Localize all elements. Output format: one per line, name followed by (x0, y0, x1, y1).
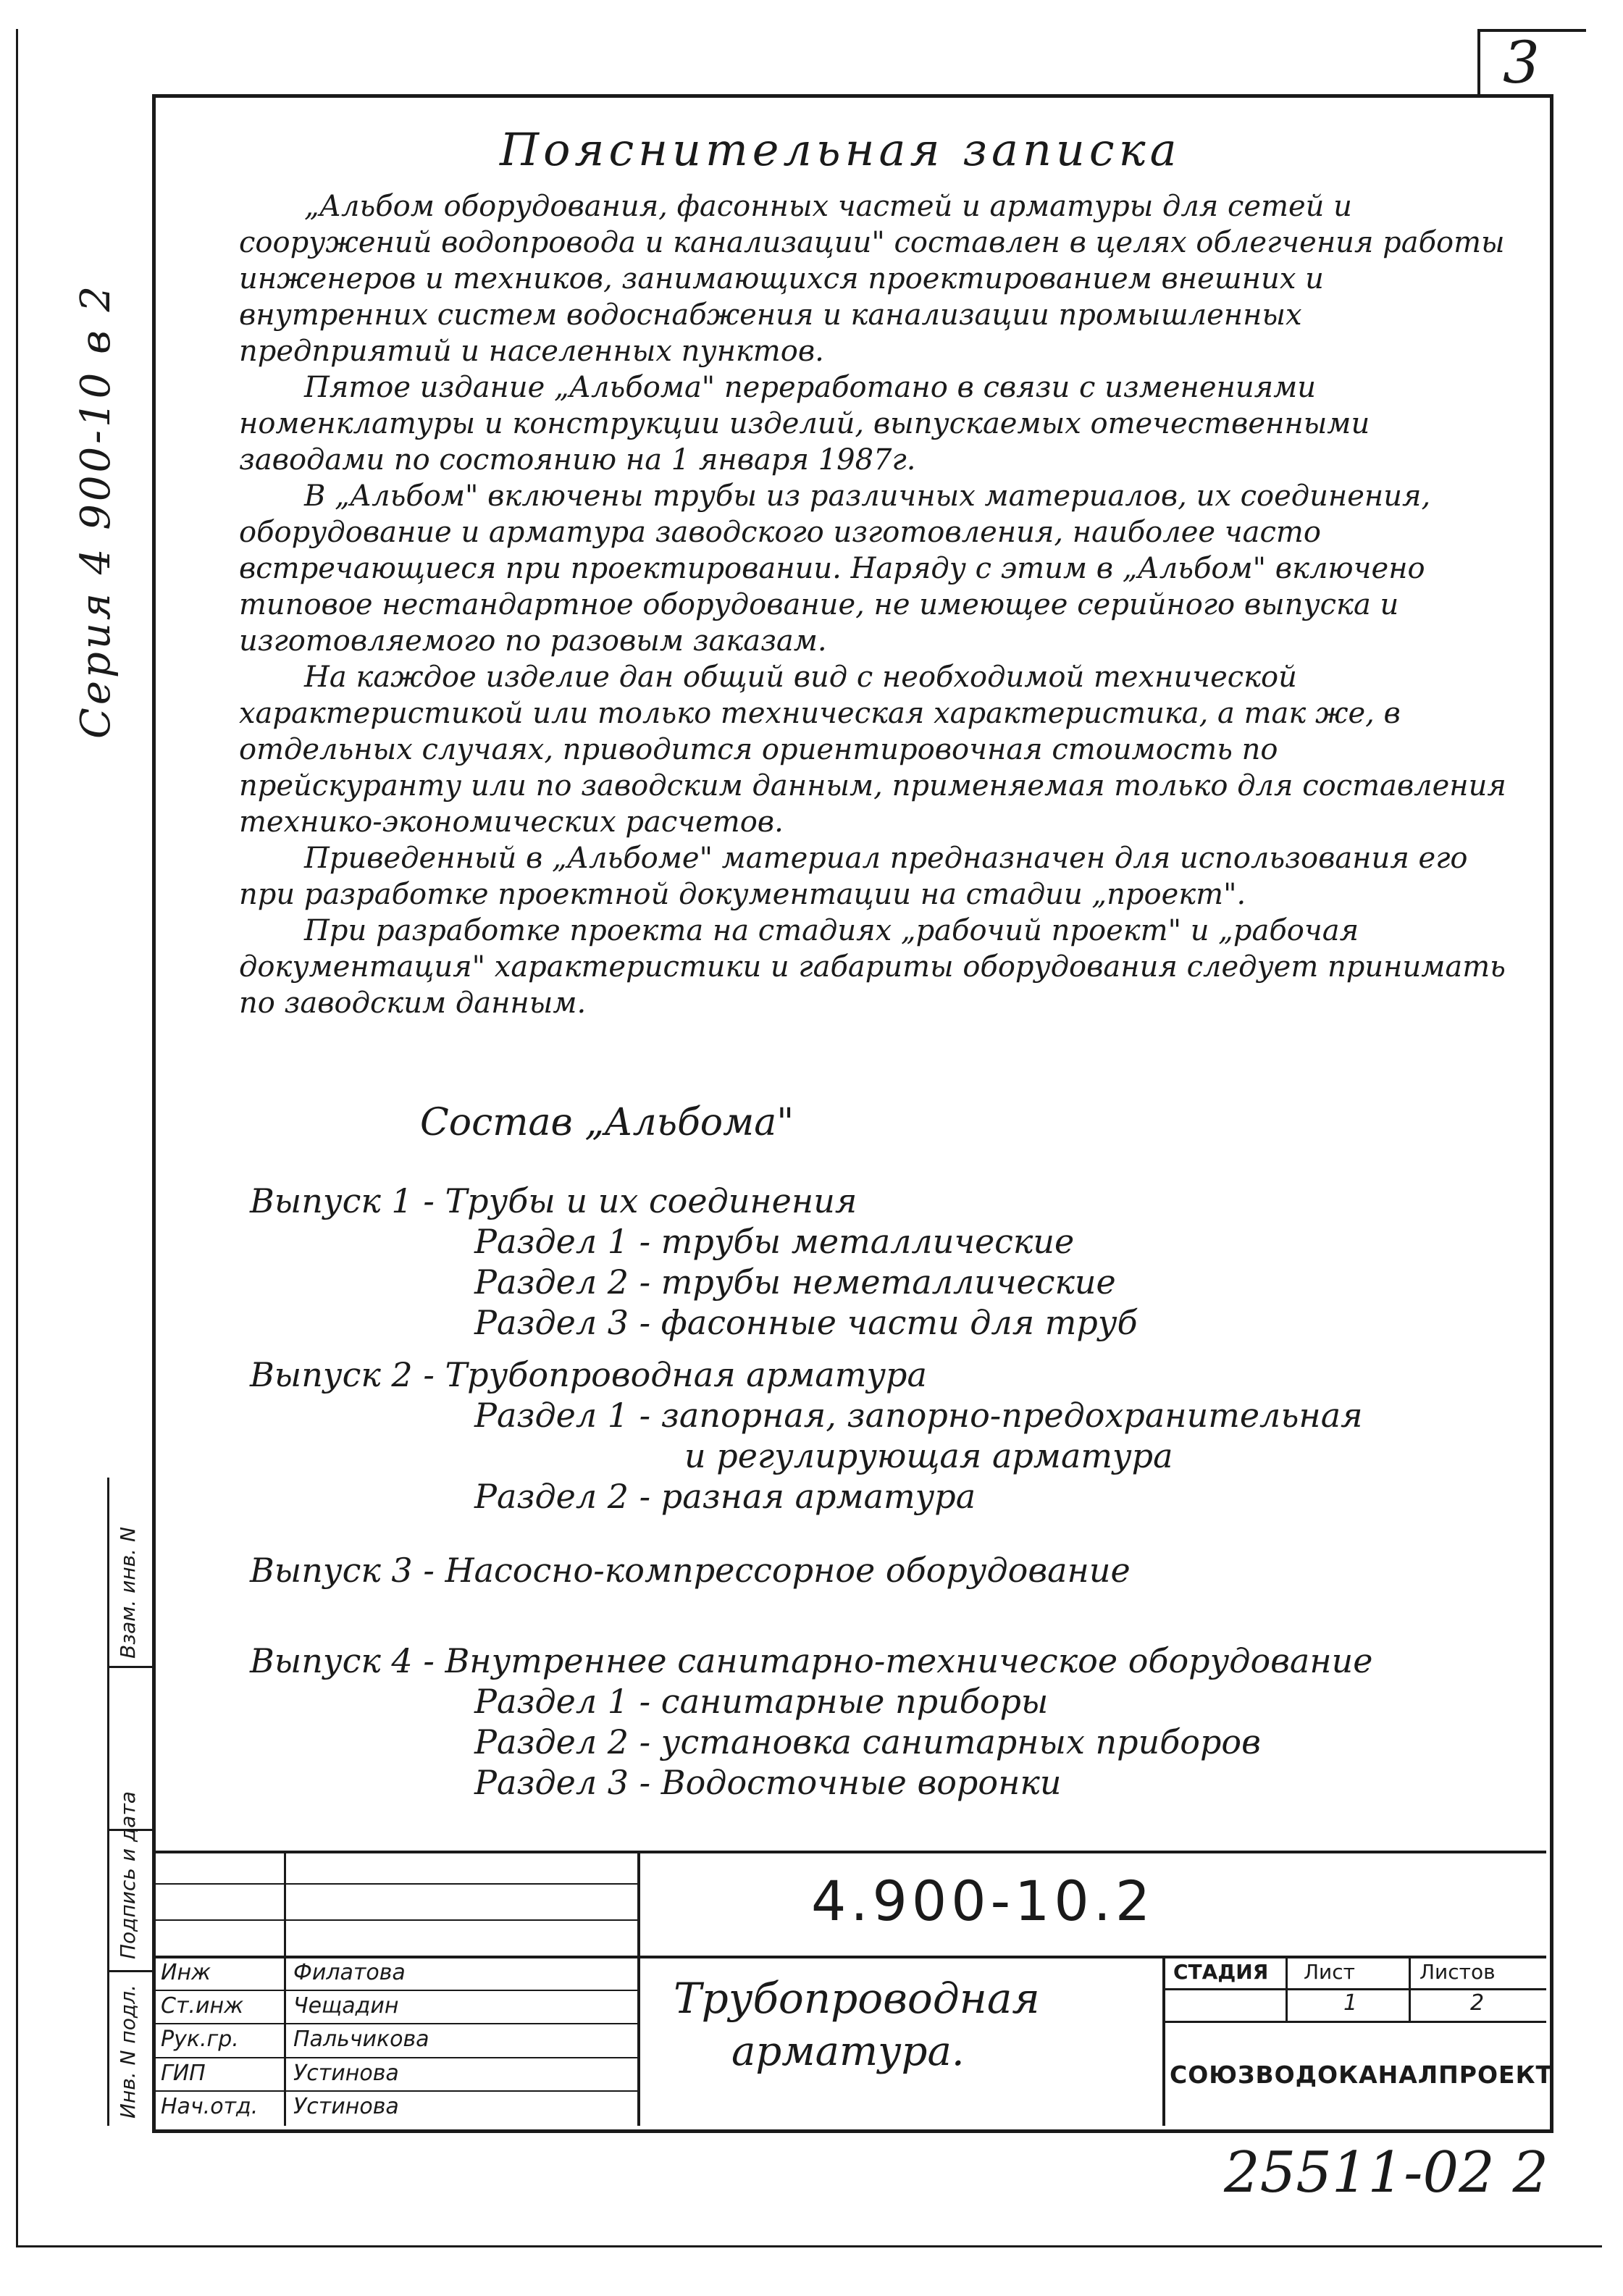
paragraph-5: Приведенный в „Альбоме" материал предназначен для использования его при разработке проектной документации на стадии „проект". (239, 842, 1468, 911)
signer-role-2: Ст.инж (161, 1993, 244, 2019)
contents-issue-4 (250, 1641, 1525, 1803)
sheet-value: 1 (1343, 1990, 1358, 2016)
issue-2-section-2: Раздел 2 - разная арматура (474, 1477, 976, 1516)
series-label: Серия 4 900-10 в 2 (72, 282, 119, 739)
bottom-number: 25511-02 2 (1224, 2140, 1549, 2205)
issue-3-label: Выпуск 3 - (250, 1551, 435, 1590)
sheet-header: Лист (1304, 1960, 1355, 1984)
stage-bottom-line (1162, 2021, 1546, 2023)
issue-2-section-1-cont: и регулирующая арматура (684, 1436, 1173, 1475)
signer-row-line-4 (152, 2023, 637, 2024)
signer-row-line-5 (152, 2057, 637, 2058)
paragraph-2: Пятое издание „Альбома" переработано в связи с изменениями номенклатуры и конструкции изделий, выпускаемых отечественными заводами по состоянию на 1 января 1987г. (239, 371, 1370, 477)
sheet-corner-number: 3 (1503, 29, 1540, 96)
signer-row-line-3 (152, 1990, 637, 1991)
issue-4-section-3: Раздел 3 - Водосточные воронки (474, 1763, 1062, 1802)
signer-name-3: Пальчикова (293, 2027, 429, 2052)
signer-row-line-2 (152, 1919, 637, 1921)
issue-1-section-2: Раздел 2 - трубы неметаллические (474, 1262, 1116, 1302)
issue-4-label: Выпуск 4 - (250, 1641, 435, 1680)
title-block-vline-names (284, 1851, 286, 2126)
corner-box-left (1477, 29, 1480, 98)
sheets-header: Листов (1419, 1960, 1496, 1984)
title-block-top (152, 1851, 1546, 1853)
signer-row-line-1 (152, 1883, 637, 1885)
stamp-sign-label: Подпись и дата (116, 1791, 140, 1959)
doc-title-line-2: арматура. (731, 2028, 965, 2075)
signer-role-5: Нач.отд. (161, 2094, 259, 2119)
issue-2-label: Выпуск 2 - (250, 1355, 435, 1394)
issue-4-section-2: Раздел 2 - установка санитарных приборов (474, 1722, 1261, 1761)
doc-code: 4.900-10.2 (811, 1869, 1155, 1933)
issue-3-title: Насосно-компрессорное оборудование (445, 1551, 1131, 1590)
issue-2-section-1: Раздел 1 - запорная, запорно-предохранительная (474, 1396, 1363, 1435)
contents-issue-1 (250, 1181, 1481, 1343)
bottom-outer-border (16, 2245, 1602, 2247)
stage-col-1 (1286, 1956, 1288, 2021)
issue-1-section-1: Раздел 1 - трубы металлические (474, 1222, 1075, 1261)
page-title: Пояснительная записка (500, 123, 1181, 176)
issue-2-title: Трубопроводная арматура (445, 1355, 927, 1394)
signer-role-3: Рук.гр. (161, 2027, 239, 2052)
explanatory-text (239, 188, 1506, 1021)
sheets-value: 2 (1470, 1990, 1485, 2016)
title-block-mid (152, 1956, 1546, 1958)
organization: СОЮЗВОДОКАНАЛПРОЕКТ (1170, 2061, 1553, 2089)
issue-4-section-1: Раздел 1 - санитарные приборы (474, 1682, 1049, 1721)
issue-1-section-3: Раздел 3 - фасонные части для труб (474, 1303, 1138, 1342)
paragraph-4: На каждое изделие дан общий вид с необходимой технической характеристикой или только техническая характеристика, а так же, в отдельных случаях, приводится ориентировочная стоимость по прейскуранту или по заводским данным, применяемая только для составления технико-экономических расчетов. (239, 661, 1506, 839)
signer-row-line-6 (152, 2090, 637, 2092)
contents-issue-3 (250, 1550, 1481, 1591)
signer-name-5: Устинова (293, 2094, 399, 2119)
paragraph-1: „Альбом оборудования, фасонных частей и арматуры для сетей и сооружений водопровода и канализации" составлен в целях облегчения работы инженеров и техников, занимающихся проектированием внешних и внутренних систем водоснабжения и канализации промышленных предприятий и населенных пунктов. (239, 190, 1505, 368)
doc-title-line-1: Трубопроводная (674, 1974, 1040, 2023)
paragraph-6: При разработке проекта на стадиях „рабочий проект" и „рабочая документация" характеристики и габариты оборудования следует принимать по заводским данным. (239, 914, 1506, 1020)
issue-1-label: Выпуск 1 - (250, 1181, 435, 1220)
signer-name-1: Филатова (293, 1960, 406, 1985)
title-block-vline-2 (1162, 1956, 1165, 2126)
stage-header: СТАДИЯ (1173, 1960, 1269, 1984)
signer-role-4: ГИП (161, 2061, 206, 2086)
issue-4-title: Внутреннее санитарно-техническое оборудование (445, 1641, 1373, 1680)
contents-issue-2 (250, 1354, 1481, 1517)
title-block-vline-1 (637, 1851, 640, 2126)
stamp-divider-1 (107, 1666, 154, 1668)
stage-col-2 (1409, 1956, 1411, 2021)
contents-heading: Состав „Альбома" (420, 1101, 794, 1144)
left-outer-border (16, 29, 18, 2245)
issue-1-title: Трубы и их соединения (445, 1181, 857, 1220)
signer-role-1: Инж (161, 1960, 211, 1985)
stamp-inv-label: Инв. N подл. (116, 1985, 140, 2119)
signer-name-2: Чещадин (293, 1993, 399, 2019)
paragraph-3: В „Альбом" включены трубы из различных материалов, их соединения, оборудование и арматура заводского изготовления, наиболее часто встречающиеся при проектировании. Наряду с этим в „Альбом" включено типовое нестандартное оборудование, не имеющее серийного выпуска и изготовляемого по разовым заказам. (239, 479, 1431, 658)
signer-name-4: Устинова (293, 2061, 399, 2086)
stamp-replace-label: Взам. инв. N (116, 1527, 140, 1659)
stamp-divider-3 (107, 1970, 154, 1972)
stamp-strip-line (107, 1478, 109, 2126)
